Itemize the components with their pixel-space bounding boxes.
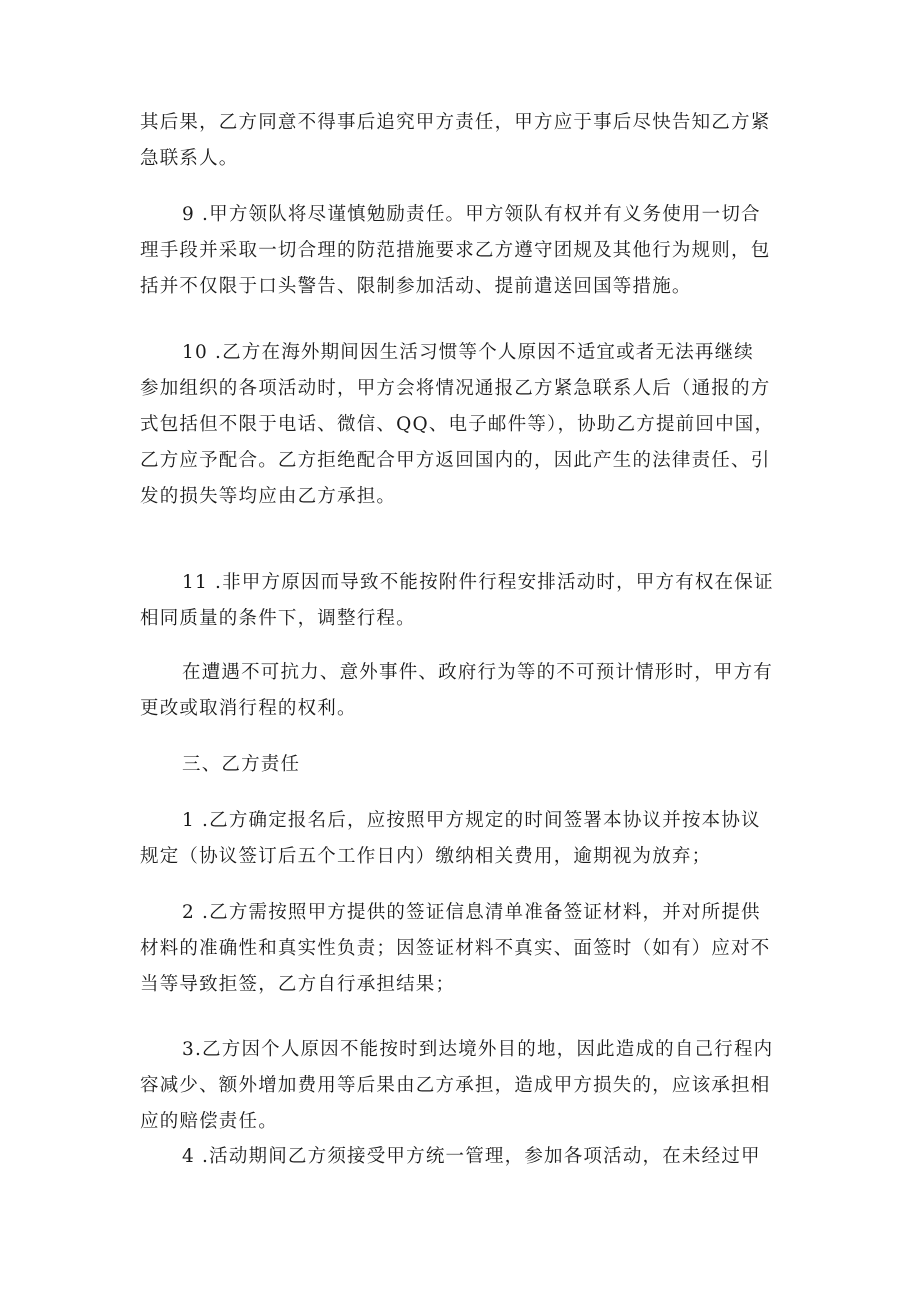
text-line: 式包括但不限于电话、微信、QQ、电子邮件等），协助乙方提前回中国， (140, 414, 775, 435)
text-line: 理手段并采取一切合理的防范措施要求乙方遵守团规及其他行为规则，包 (140, 240, 771, 261)
paragraph-section3-item-2 (140, 895, 782, 1003)
text-line: 更改或取消行程的权利。 (140, 698, 357, 719)
text-line: 容减少、额外增加费用等后果由乙方承担，造成甲方损失的，应该承担相 (140, 1075, 771, 1096)
paragraph-consequence (140, 105, 782, 177)
paragraph-force-majeure (140, 655, 782, 727)
text-line: 乙方应予配合。乙方拒绝配合甲方返回国内的，因此产生的法律责任、引 (140, 450, 771, 471)
text-line: 11 .非甲方原因而导致不能按附件行程安排活动时，甲方有权在保证 (182, 572, 774, 593)
text-line: 材料的准确性和真实性负责；因签证材料不真实、面签时（如有）应对不 (140, 938, 771, 959)
paragraph-item-9 (140, 197, 782, 305)
text-line: 2 .乙方需按照甲方提供的签证信息清单准备签证材料，并对所提供 (182, 902, 761, 923)
text-line: 规定（协议签订后五个工作日内）缴纳相关费用，逾期视为放弃； (140, 846, 712, 867)
text-line: 10 .乙方在海外期间因生活习惯等个人原因不适宜或者无法再继续 (182, 342, 755, 363)
text-line: 3.乙方因个人原因不能按时到达境外目的地，因此造成的自己行程内 (182, 1039, 774, 1060)
paragraph-section3-item-3 (140, 1032, 782, 1140)
text-line: 急联系人。 (140, 148, 239, 169)
paragraph-section3-item-4 (140, 1139, 782, 1175)
section-heading-party-b-responsibilities (140, 747, 782, 783)
text-line: 参加组织的各项活动时，甲方会将情况通报乙方紧急联系人后（通报的方 (140, 378, 771, 399)
text-line: 9 .甲方领队将尽谨慎勉励责任。甲方领队有权并有义务使用一切合 (182, 204, 761, 225)
paragraph-item-10 (140, 335, 782, 515)
text-line: 其后果，乙方同意不得事后追究甲方责任，甲方应于事后尽快告知乙方紧 (140, 112, 771, 133)
paragraph-section3-item-1 (140, 803, 782, 875)
text-line: 在遭遇不可抗力、意外事件、政府行为等的不可预计情形时，甲方有 (182, 662, 774, 683)
text-line: 括并不仅限于口头警告、限制参加活动、提前遣送回国等措施。 (140, 276, 692, 297)
text-line: 1 .乙方确定报名后，应按照甲方规定的时间签署本协议并按本协议 (182, 810, 761, 831)
text-line: 当等导致拒签，乙方自行承担结果； (140, 974, 456, 995)
paragraph-item-11 (140, 565, 782, 637)
text-line: 应的赔偿责任。 (140, 1111, 278, 1132)
text-line: 4 .活动期间乙方须接受甲方统一管理，参加各项活动，在未经过甲 (182, 1146, 761, 1167)
heading-text: 三、乙方责任 (182, 754, 301, 775)
text-line: 相同质量的条件下，调整行程。 (140, 608, 416, 629)
text-line: 发的损失等均应由乙方承担。 (140, 486, 397, 507)
